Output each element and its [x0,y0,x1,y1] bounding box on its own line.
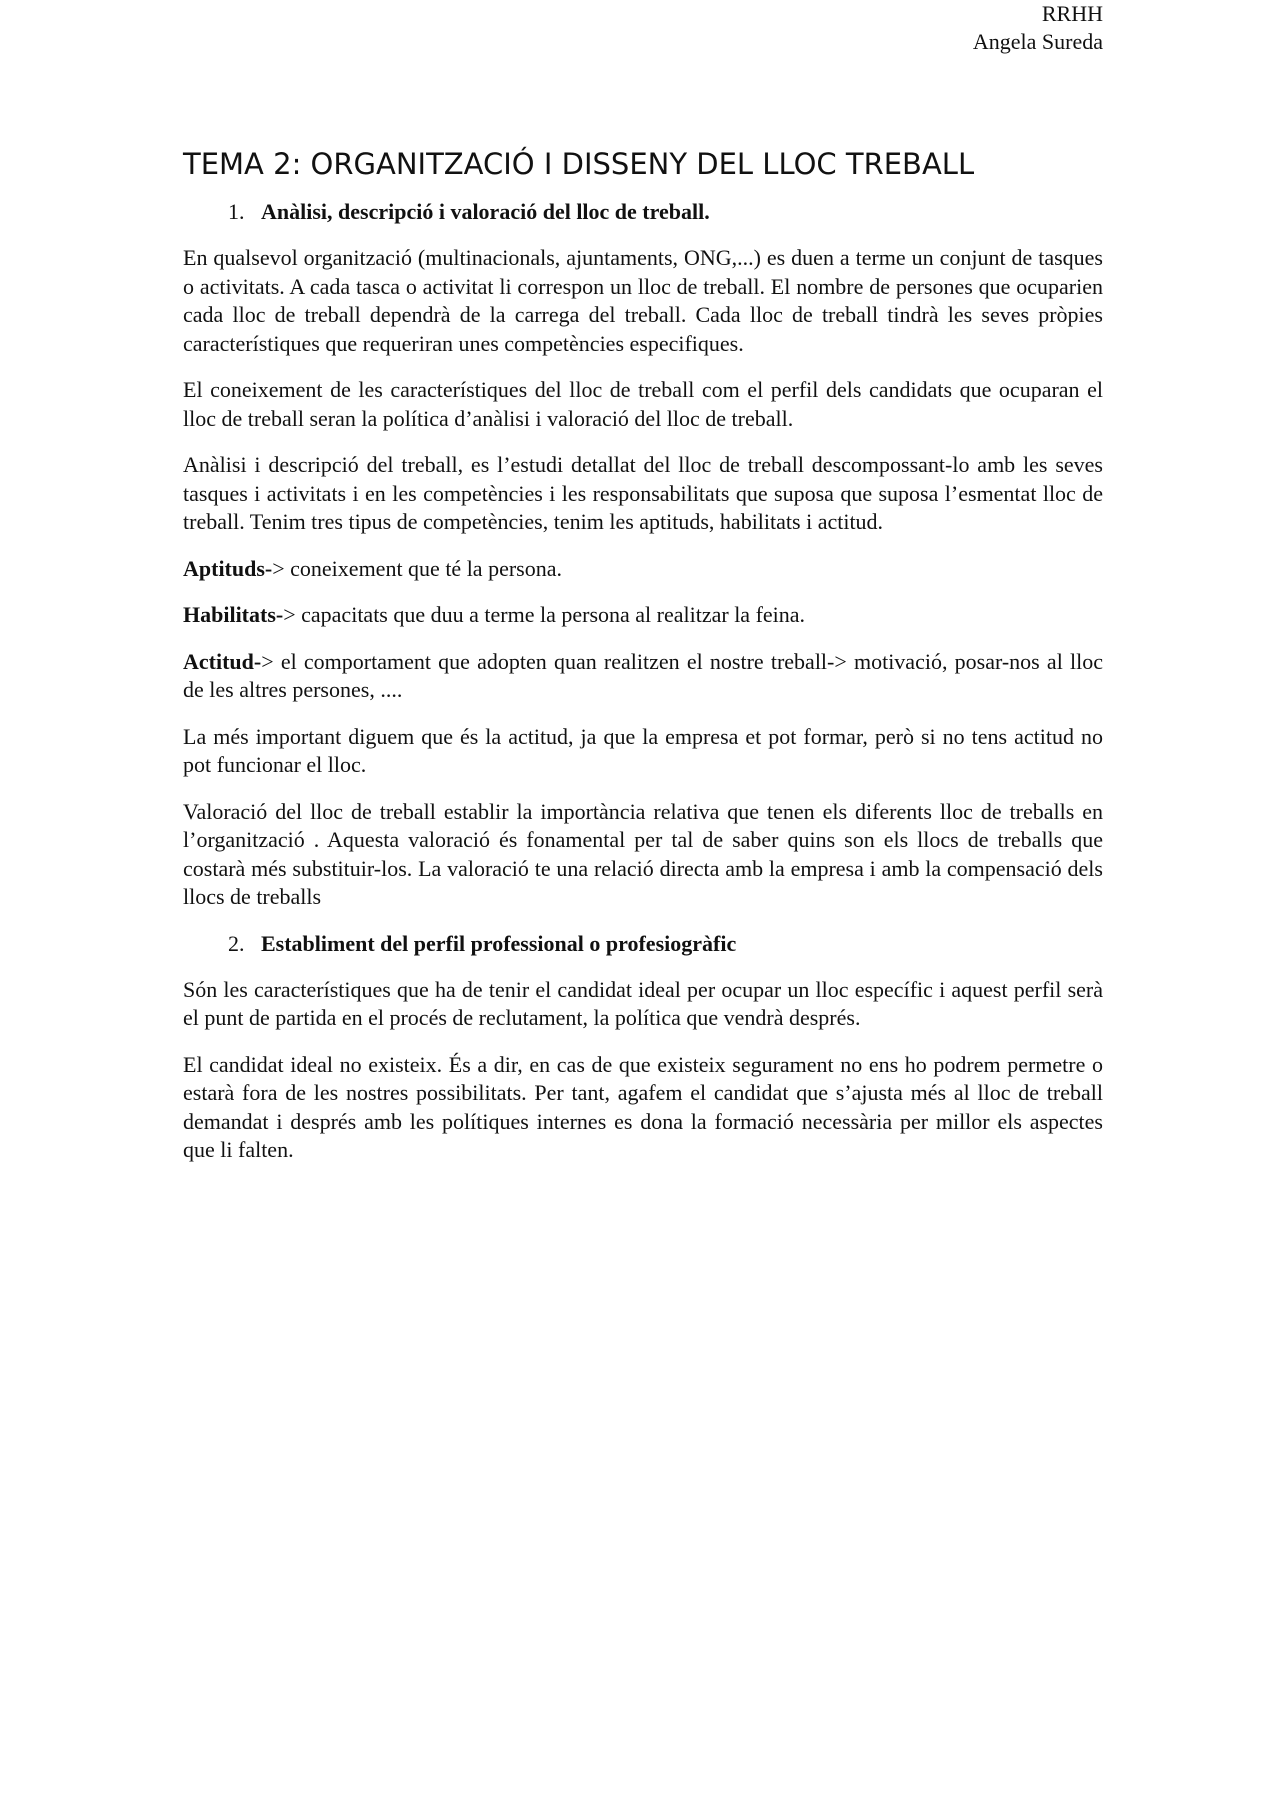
section-title: Anàlisi, descripció i valoració del lloc de treball. [261,199,710,224]
term-label: Habilitats- [183,602,284,627]
paragraph: Valoració del lloc de treball establir la importància relativa que tenen els diferents lloc de treballs en l’organització . Aquesta valoració és fonamental per tal de saber quins son els llocs de treballs que costarà més substituir-los. La valoració te una relació directa amb la empresa i amb la compensació dels llocs de treballs [183,798,1103,909]
document-body [183,146,1103,1183]
document-title: TEMA 2: ORGANITZACIÓ I DISSENY DEL LLOC TREBALL [183,147,975,181]
section-heading-2 [183,930,1103,958]
paragraph: Anàlisi i descripció del treball, es l’estudi detallat del lloc de treball descompossant-lo amb les seves tasques i activitats i en les competències i les responsabilitats que suposa que suposa l’esmentat lloc de treball. Tenim tres tipus de competències, tenim les aptituds, habilitats i actitud. [183,452,1103,534]
term-definition-actitud [183,648,1103,705]
paragraph: El candidat ideal no existeix. És a dir, en cas de que existeix segurament no ens ho podrem permetre o estarà fora de les nostres possibilitats. Per tant, agafem el candidat que s’ajusta més al lloc de treball demandat i després amb les polítiques internes es dona la formació necessària per millor els aspectes que li falten. [183,1051,1103,1162]
term-text: > el comportament que adopten quan realitzen el nostre treball-> motivació, posar-nos al lloc de les altres persones, .... [183,648,1103,702]
paragraph: El coneixement de les característiques del lloc de treball com el perfil dels candidats que ocuparan el lloc de treball seran la política d’anàlisi i valoració del lloc de treball. [183,377,1103,431]
header-author: Angela Sureda [972,29,1103,54]
section-number: 1. [228,199,245,224]
paragraph: Són les característiques que ha de tenir el candidat ideal per ocupar un lloc específic i aquest perfil serà el punt de partida en el procés de reclutament, la política que vendrà després. [183,976,1103,1030]
header-course: RRHH [1041,1,1103,26]
paragraph: La més important diguem que és la actitud, ja que la empresa et pot formar, però si no tens actitud no pot funcionar el lloc. [183,723,1103,777]
paragraph: En qualsevol organització (multinacionals, ajuntaments, ONG,...) es duen a terme un conjunt de tasques o activitats. A cada tasca o activitat li correspon un lloc de treball. El nombre de persones que ocuparien cada lloc de treball dependrà de la carrega del treball. Cada lloc de treball tindrà les seves pròpies característiques que requeriran unes competències especifiques. [183,245,1103,356]
term-definition-habilitats [183,601,1103,630]
section-number: 2. [228,930,245,956]
section-heading-1 [183,198,1103,226]
term-label: Aptituds- [183,555,273,581]
term-label: Actitud- [183,648,262,674]
term-definition-aptituds [183,555,1103,584]
term-text: > coneixement que té la persona. [272,555,562,581]
page-header [973,0,1103,56]
term-text: > capacitats que duu a terme la persona al realitzar la feina. [283,602,806,627]
section-title: Establiment del perfil professional o profesiogràfic [261,930,737,956]
